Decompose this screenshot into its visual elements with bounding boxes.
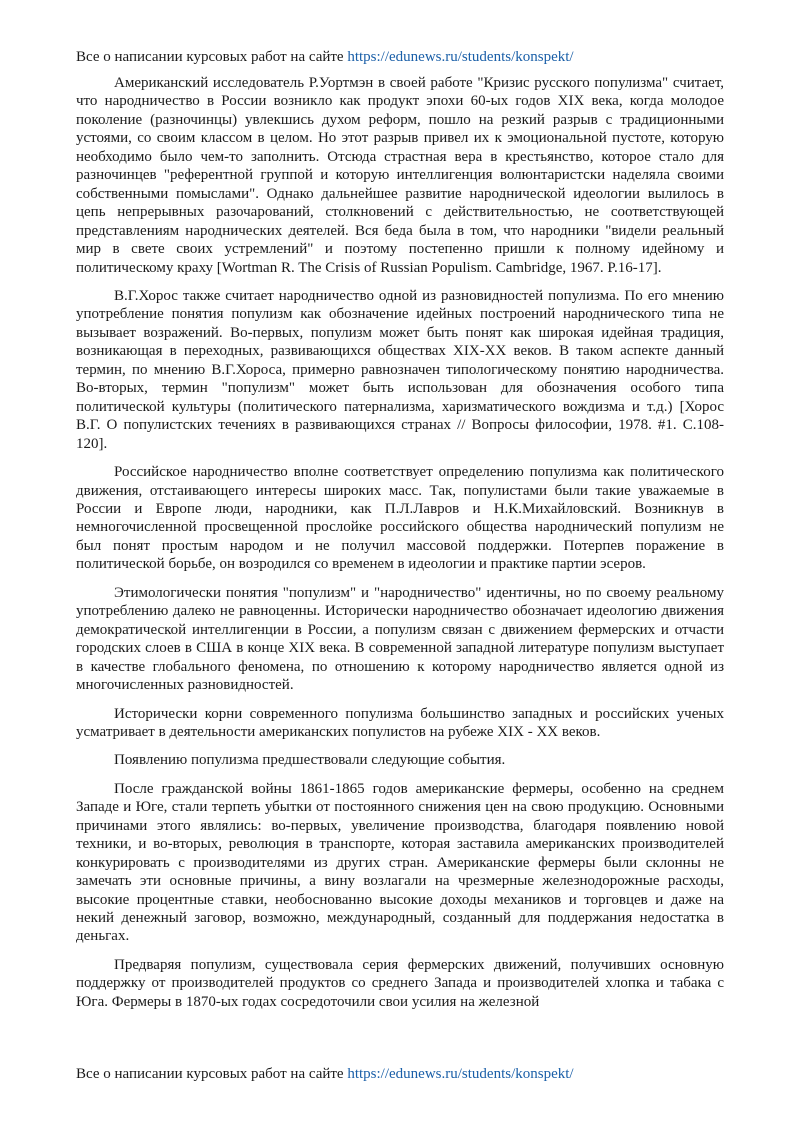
paragraph-preceding-events: Появлению популизма предшествовали следующие события. <box>114 752 506 769</box>
paragraph-russian-populism: Российское народничество вполне соответствует определению популизма как политического движения, отстаивающего интересы широких масс. Так, популистами были такие уважаемые в России и Европе люди, народники, как П.Л.Лавров и Н.К.Михайловский. Возникнув в немногочисленной просвещенной прослойке российского общества народнический популизм не был понят простым народом и не получил массовой поддержки. Потерпев поражение в политической борьбе, он возродился со временем в идеологии и практике партии эсеров. <box>76 464 724 573</box>
paragraph-etymology: Этимологически понятия "популизм" и "народничество" идентичны, но по своему реальному употреблению далеко не равноценны. Исторически народничество обозначает идеологию движения демократической интеллигенции в России, а популизм связан с движением фермерских и отчасти городских слоев в США в конце XIX века. В современной западной литературе популизм выступает в качестве глобального феномена, по отношению к которому народничество является одной из многочисленных разновидностей. <box>76 584 724 694</box>
document-body <box>76 74 724 1021</box>
footer-text: Все о написании курсовых работ на сайте <box>76 1066 348 1082</box>
paragraph-farmer-movements: Предваряя популизм, существовала серия фермерских движений, получивших основную поддержку от производителей продуктов со среднего Запада и производителей хлопка и табака с Юга. Фермеры в 1870-ых годах сосредоточили свои усилия на железной <box>76 956 724 1010</box>
footer-link[interactable]: https://edunews.ru/students/konspekt/ <box>347 1066 574 1082</box>
header-text: Все о написании курсовых работ на сайте <box>76 49 348 65</box>
header-link[interactable]: https://edunews.ru/students/konspekt/ <box>347 49 574 65</box>
paragraph-khoros: В.Г.Хорос также считает народничество одной из разновидностей популизма. По его мнению употребление понятия популизм как обозначение идейных построений народнического типа не вызывает возражений. Во-первых, популизм может быть понят как широкая идейная традиция, возникающая в переходных, развивающихся обществах XIX-XX веков. В таком аспекте данный термин, по мнению В.Г.Хороса, примерно равнозначен типологическому понятию народничества. Во-вторых, термин "популизм" может быть использован для обозначения особого типа политической культуры (политического патернализма, харизматического вождизма и т.д.) [Хорос В.Г. О популистских течениях в развивающихся странах // Вопросы философии, 1978. #1. С.108-120]. <box>76 287 724 452</box>
page-footer <box>76 1064 574 1084</box>
paragraph-civil-war: После гражданской войны 1861-1865 годов американские фермеры, особенно на среднем Западе и Юге, стали терпеть убытки от постоянного снижения цен на свою продукцию. Основными причинами этого являлись: во-первых, увеличение производства, благодаря появлению новой техники, и во-вторых, революция в транспорте, которая заставила американских производителей конкурировать с производителями из других стран. Американские фермеры были склонны не замечать эти основные причины, а вину возлагали на чрезмерные железнодорожные расходы, высокие процентные ставки, необоснованно высокие доходы механиков и торговцев и даже на некий денежный заговор, возможно, международный, созданный для поддержания недостатка в деньгах. <box>76 780 724 945</box>
paragraph-wortman: Американский исследователь Р.Уортмэн в своей работе "Кризис русского популизма" считает, что народничество в России возникло как продукт эпохи 60-ых годов XIX века, когда молодое поколение (разночинцы) увлекшись духом реформ, пошло на резкий разрыв с традиционными устоями, со своим классом в целом. Но этот разрыв привел их к эмоциональной пустоте, которую необходимо было чем-то заполнить. Отсюда страстная вера в крестьянство, которое стало для разночинцев "референтной группой и которую интеллигенция волюнтаристски наделяла своими собственными помыслами". Однако дальнейшее развитие народнической идеологии вылилось в цепь непрерывных разочарований, столкновений с действительностью, не соответствующей представлениям народнических деятелей. Вся беда была в том, что народники "видели реальный мир в свете своих устремлений" и поэтому постепенно пришли к полному идейному и политическому краху [Wortman R. The Crisis of Russian Populism. Cambridge, 1967. P.16-17]. <box>76 75 724 276</box>
paragraph-historical-roots: Исторически корни современного популизма большинство западных и российских ученых усматривает в деятельности американских популистов на рубеже XIX - XX веков. <box>76 705 724 740</box>
page-header <box>76 47 574 67</box>
